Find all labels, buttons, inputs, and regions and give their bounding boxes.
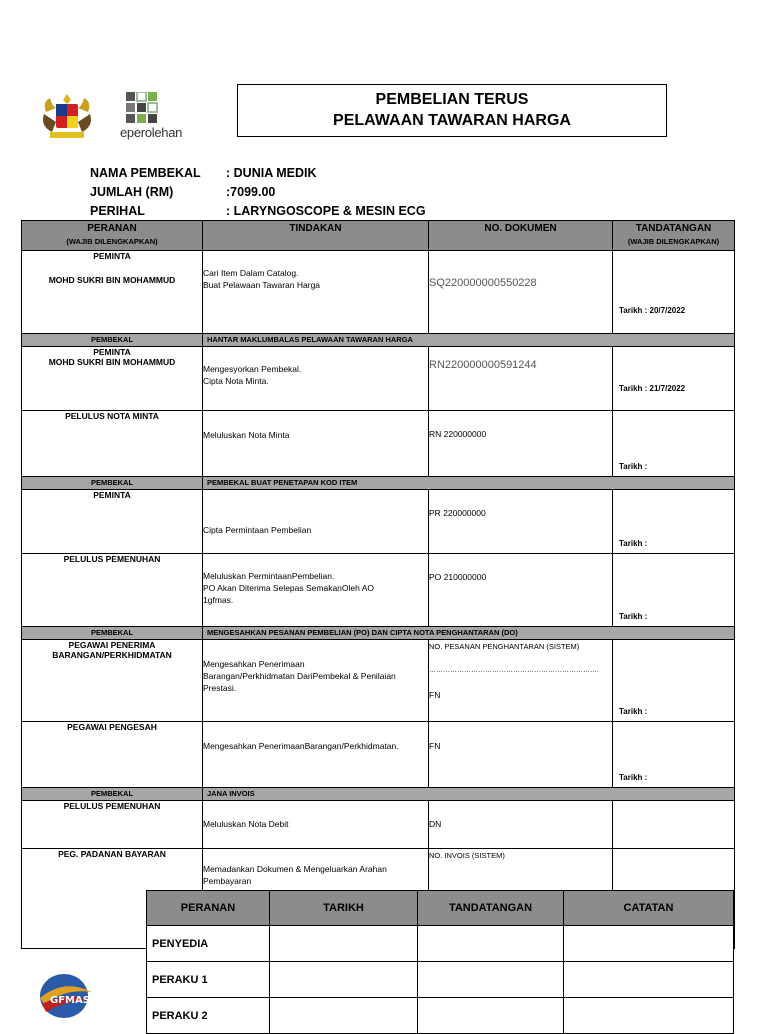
- workflow-table: [21, 220, 735, 949]
- supplier-name-value: : DUNIA MEDIK: [226, 166, 317, 180]
- eperolehan-logo: [120, 92, 184, 144]
- malaysia-crest-logo: [38, 92, 96, 140]
- table-row: PEMINTA MOHD SUKRI BIN MOHAMMUD Cari Item Dalam Catalog. Buat Pelawaan Tawaran Harga SQ220000000550228 Tarikh : 20/7/2022: [22, 251, 735, 334]
- supplier-band: PEMBEKAL JANA INVOIS: [22, 788, 735, 801]
- approval-row: PENYEDIA: [147, 926, 734, 962]
- header-dokumen: NO. DOKUMEN: [429, 221, 613, 251]
- gfmas-logo: [36, 970, 96, 1020]
- date-cell[interactable]: [270, 998, 418, 1034]
- date-cell[interactable]: [270, 962, 418, 998]
- title-box: [237, 84, 667, 137]
- signature-cell[interactable]: [418, 998, 564, 1034]
- table-row: PELULUS PEMENUHAN Meluluskan PermintaanPembelian. PO Akan Diterima Selepas SemakanOleh AO 1gfmas. PO 210000000 Tarikh :: [22, 554, 735, 627]
- notes-cell[interactable]: [564, 962, 734, 998]
- signature-cell[interactable]: [613, 801, 735, 849]
- table-row: PELULUS PEMENUHAN Meluluskan Nota Debit DN: [22, 801, 735, 849]
- header-peranan: PERANAN (WAJIB DILENGKAPKAN): [22, 221, 203, 251]
- signature-cell[interactable]: Tarikh :: [613, 490, 735, 554]
- table-row: PEGAWAI PENGESAH Mengesahkan PenerimaanBarangan/Perkhidmatan. FN Tarikh :: [22, 722, 735, 788]
- notes-cell[interactable]: [564, 998, 734, 1034]
- amount-label: JUMLAH (RM): [90, 185, 174, 199]
- gfmas-wordmark: GFMAS: [50, 995, 90, 1006]
- table-row: PEMINTA MOHD SUKRI BIN MOHAMMUD Mengesyorkan Pembekal. Cipta Nota Minta. RN220000000591244 Tarikh : 21/7/2022: [22, 347, 735, 411]
- table-row: PEMINTA Cipta Permintaan Pembelian PR 220000000 Tarikh :: [22, 490, 735, 554]
- approval-table: [146, 890, 734, 1034]
- table-row: PEGAWAI PENERIMA BARANGAN/PERKHIDMATAN Mengesahkan Penerimaan Barangan/Perkhidmatan DariPembekal & Penilaian Prestasi. NO. PESANAN PENGHANTARAN (SISTEM) ………………………………………………………………. FN Tarikh :: [22, 640, 735, 722]
- supplier-name-label: NAMA PEMBEKAL: [90, 166, 201, 180]
- date-cell[interactable]: [270, 926, 418, 962]
- subject-value: : LARYNGOSCOPE & MESIN ECG: [226, 204, 426, 218]
- approval-header: PERANAN TARIKH TANDATANGAN CATATAN: [147, 891, 734, 926]
- signature-cell[interactable]: Tarikh :: [613, 554, 735, 627]
- supplier-band: PEMBEKAL PEMBEKAL BUAT PENETAPAN KOD ITEM: [22, 477, 735, 490]
- header-tindakan: TINDAKAN: [203, 221, 429, 251]
- signature-cell[interactable]: Tarikh :: [613, 722, 735, 788]
- notes-cell[interactable]: [564, 926, 734, 962]
- signature-cell[interactable]: [418, 926, 564, 962]
- subject-label: PERIHAL: [90, 204, 145, 218]
- approval-row: PERAKU 2: [147, 998, 734, 1034]
- signature-cell[interactable]: Tarikh : 20/7/2022: [613, 251, 735, 334]
- signature-cell[interactable]: Tarikh : 21/7/2022: [613, 347, 735, 411]
- signature-cell[interactable]: Tarikh :: [613, 411, 735, 477]
- header-tandatangan: TANDATANGAN (WAJIB DILENGKAPKAN): [613, 221, 735, 251]
- table-header: [22, 221, 735, 251]
- title-line-1: PEMBELIAN TERUS: [375, 91, 529, 108]
- signature-cell[interactable]: [418, 962, 564, 998]
- signature-cell[interactable]: Tarikh :: [613, 640, 735, 722]
- supplier-band: PEMBEKAL HANTAR MAKLUMBALAS PELAWAAN TAWARAN HARGA: [22, 334, 735, 347]
- title-line-2: PELAWAAN TAWARAN HARGA: [333, 112, 571, 129]
- supplier-band: PEMBEKAL MENGESAHKAN PESANAN PEMBELIAN (PO) DAN CIPTA NOTA PENGHANTARAN (DO): [22, 627, 735, 640]
- table-row: PELULUS NOTA MINTA Meluluskan Nota Minta RN 220000000 Tarikh :: [22, 411, 735, 477]
- table-row: PEG. PADANAN BAYARAN Memadankan Dokumen & Mengeluarkan Arahan Pembayaran NO. INVOIS (SISTEM): [22, 849, 735, 949]
- approval-row: PERAKU 1: [147, 962, 734, 998]
- eperolehan-wordmark: eperolehan: [120, 125, 183, 140]
- amount-value: :7099.00: [226, 185, 276, 199]
